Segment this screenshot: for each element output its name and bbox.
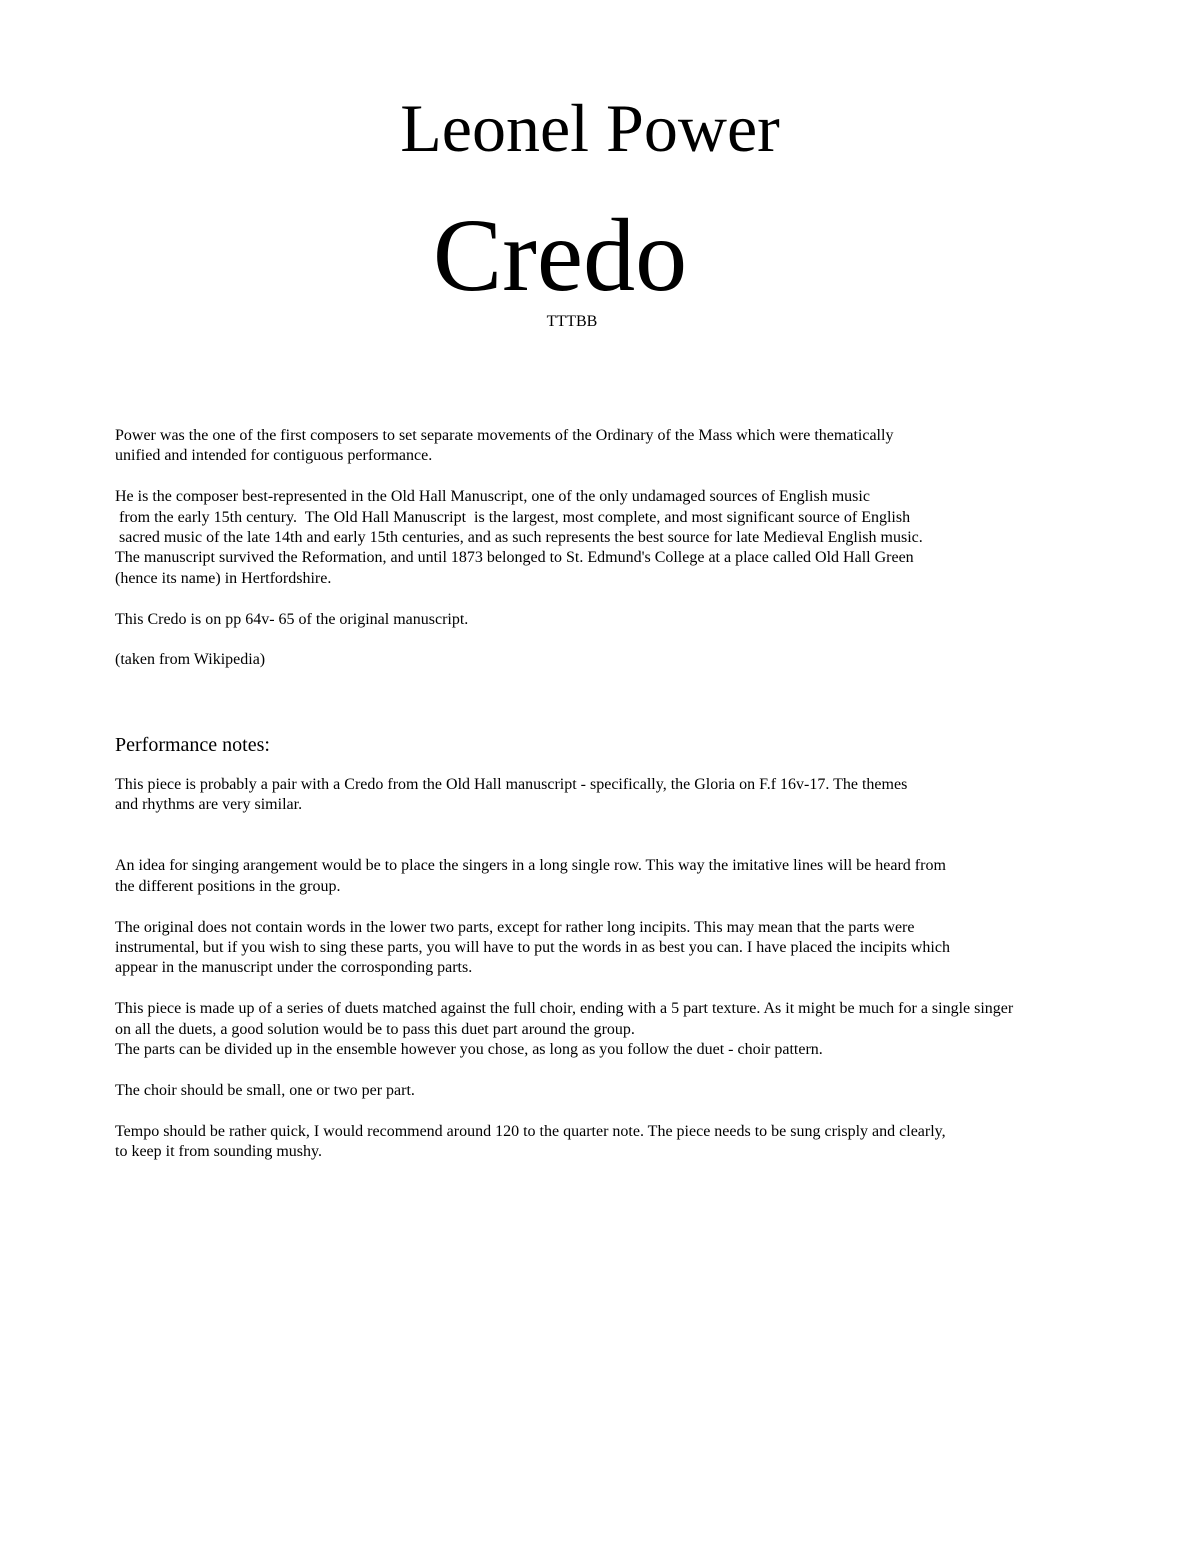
text-line: sacred music of the late 14th and early 15th centuries, and as such represents the best source for late Medieval English music. — [115, 529, 923, 547]
text-line: This piece is made up of a series of duets matched against the full choir, ending with a 5 part texture. As it might be much for a single singer — [115, 1000, 1014, 1018]
intro-paragraph-3 — [115, 610, 1125, 630]
text-line: Power was the one of the first composers to set separate movements of the Ordinary of the Mass which were thematically — [115, 427, 894, 444]
intro-paragraph-1 — [115, 426, 1125, 467]
text-line: instrumental, but if you wish to sing these parts, you will have to put the words in as best you can. I have placed the incipits which — [115, 939, 950, 957]
text-line: The choir should be small, one or two per part. — [115, 1081, 415, 1099]
document-body — [115, 426, 1125, 1162]
composer-name: Leonel Power — [400, 90, 780, 166]
performance-note-1 — [115, 775, 1125, 816]
performance-note-5 — [115, 1081, 1125, 1101]
intro-paragraph-2 — [115, 487, 1125, 589]
text-line: This Credo is on pp 64v- 65 of the original manuscript. — [115, 610, 469, 628]
text-line: The parts can be divided up in the ensemble however you chose, as long as you follow the duet - choir pattern. — [115, 1041, 823, 1059]
source-note — [115, 650, 1125, 670]
text-line: appear in the manuscript under the corrosponding parts. — [115, 959, 473, 977]
performance-notes-section — [115, 732, 1125, 1163]
text-line: He is the composer best-represented in the Old Hall Manuscript, one of the only undamaged sources of English music — [115, 488, 870, 506]
text-line: The original does not contain words in the lower two parts, except for rather long incipits. This may mean that the parts were — [115, 918, 915, 936]
text-line: This piece is probably a pair with a Credo from the Old Hall manuscript - specifically, the Gloria on F.f 16v-17. The themes — [115, 775, 908, 793]
text-line: The manuscript survived the Reformation, and until 1873 belonged to St. Edmund's College at a place called Old Hall Green — [115, 549, 914, 567]
text-line: unified and intended for contiguous performance. — [115, 447, 433, 465]
text-line: and rhythms are very similar. — [115, 796, 303, 814]
performance-note-2 — [115, 856, 1125, 897]
performance-note-3 — [115, 918, 1125, 979]
text-line: (hence its name) in Hertfordshire. — [115, 569, 332, 587]
performance-note-4 — [115, 999, 1125, 1060]
text-line: the different positions in the group. — [115, 877, 341, 895]
text-line: Tempo should be rather quick, I would recommend around 120 to the quarter note. The piece needs to be sung crisply and clearly, — [115, 1122, 946, 1140]
voicing-label: TTTBB — [546, 313, 598, 330]
performance-note-6 — [115, 1122, 1125, 1163]
performance-notes-heading: Performance notes: — [115, 733, 270, 756]
text-line: from the early 15th century. The Old Hall Manuscript is the largest, most complete, and most significant source of English — [115, 508, 911, 526]
text-line: (taken from Wikipedia) — [115, 651, 266, 669]
text-line: to keep it from sounding mushy. — [115, 1143, 322, 1161]
text-line: on all the duets, a good solution would be to pass this duet part around the group. — [115, 1020, 635, 1038]
piece-title: Credo — [432, 198, 688, 313]
text-line: An idea for singing arangement would be to place the singers in a long single row. This way the imitative lines will be heard from — [115, 857, 946, 875]
